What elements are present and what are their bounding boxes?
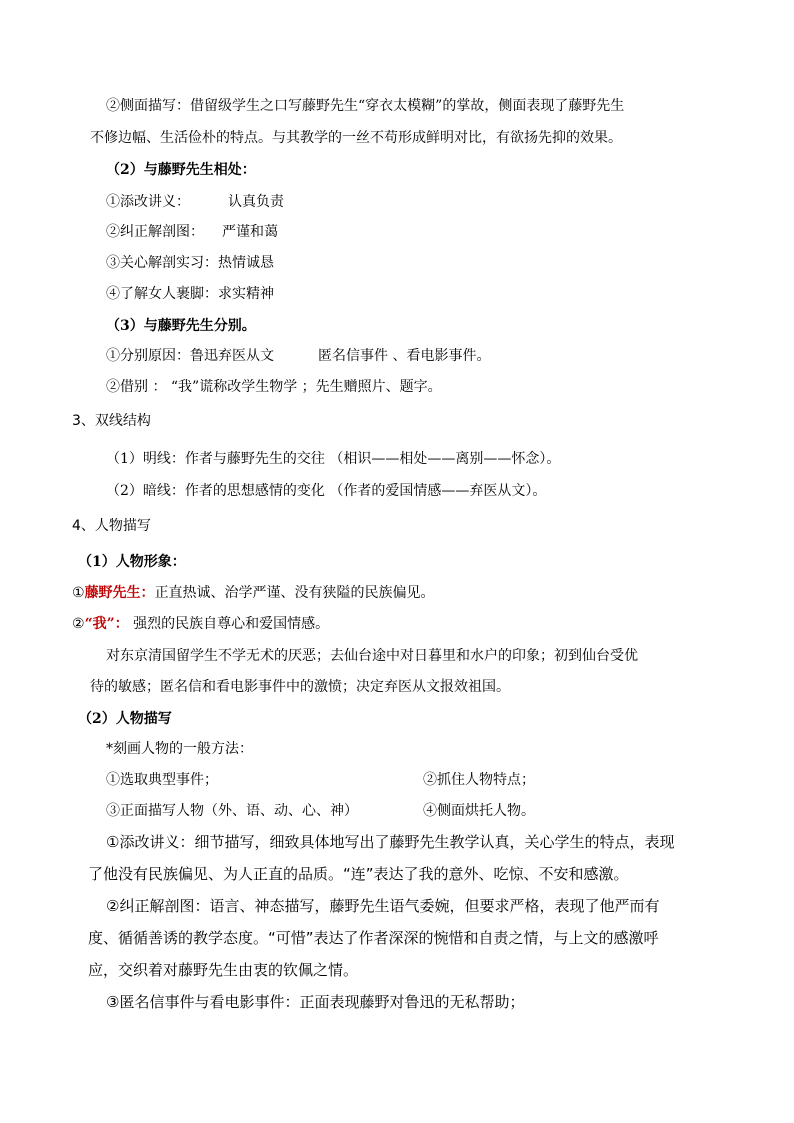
text-line: （1）明线：作者与藤野先生的交往 （相识——相处——离别——怀念）。 <box>106 451 561 467</box>
text-line: ②抓住人物特点； <box>423 772 535 788</box>
paragraph-line: ②纠正解剖图：语言、神态描写，藤野先生语气委婉，但要求严格，表现了他严而有 <box>106 897 660 915</box>
section-heading-3: 3、双线结构 <box>72 413 151 429</box>
text-line: ④了解女人裹脚：求实精神 <box>106 286 274 302</box>
subheading-farewell: （3）与藤野先生分别。 <box>106 318 256 334</box>
text-line: ②“我”： 强烈的民族自尊心和爱国情感。 <box>72 616 330 632</box>
item-value: 匿名信事件 、看电影事件。 <box>318 348 491 364</box>
subheading-character-description: （2）人物描写 <box>78 711 172 727</box>
highlight-fujino: 藤野先生： <box>84 585 155 601</box>
paragraph-line: 应，交织着对藤野先生由衷的钦佩之情。 <box>88 961 359 979</box>
section-heading-4: 4、人物描写 <box>72 518 151 534</box>
text-line <box>106 346 490 366</box>
text-line: ③关心解剖实习：热情诚恳 <box>106 255 274 271</box>
item-value: 认真负责 <box>228 194 284 210</box>
item-label: ①添改讲义： <box>106 194 190 210</box>
item-value: 严谨和蔼 <box>222 224 278 240</box>
text-line: ①藤野先生：正直热诚、治学严谨、没有狭隘的民族偏见。 <box>72 585 435 601</box>
text-line: 不修边幅、生活俭朴的特点。与其教学的一丝不苟形成鲜明对比，有欲扬先抑的效果。 <box>90 130 622 146</box>
paragraph-line: 了他没有民族偏见、为人正直的品质。“连”表达了我的意外、吃惊、不安和感激。 <box>88 865 629 883</box>
paragraph-line: ①添改讲义：细节描写，细致具体地写出了藤野先生教学认真，关心学生的特点，表现 <box>106 833 675 851</box>
text-line: ③正面描写人物（外、语、动、心、神） <box>106 803 358 819</box>
highlight-me: “我”： <box>84 616 129 632</box>
text-line: ②侧面描写：借留级学生之口写藤野先生“穿衣太模糊”的掌故，侧面表现了藤野先生 <box>106 98 625 114</box>
paragraph-line: 度、循循善诱的教学态度。“可惜”表达了作者深深的惋惜和自责之情，与上文的感激呼 <box>88 929 659 947</box>
text-line: *刻画人物的一般方法： <box>106 741 253 757</box>
text-line: ②借别 ： “我”谎称改学生物学 ；先生赠照片、题字。 <box>106 379 442 395</box>
subheading-character-image: （1）人物形象： <box>78 554 186 570</box>
text-line: （2）暗线：作者的思想感情的变化 （作者的爱国情感——弃医从文）。 <box>106 483 547 499</box>
item-label: ②纠正解剖图： <box>106 224 204 240</box>
subheading-getting-along: （2）与藤野先生相处： <box>106 162 256 178</box>
text-line <box>106 192 284 212</box>
text-line: 对东京清国留学生不学无术的厌恶；去仙台途中对日暮里和水户的印象；初到仙台受优 <box>106 648 638 664</box>
text-line <box>106 222 278 242</box>
text-line: 待的敏感；匿名信和看电影事件中的激愤；决定弃医从文报效祖国。 <box>90 679 510 695</box>
paragraph-line: ③匿名信事件与看电影事件：正面表现藤野对鲁迅的无私帮助； <box>106 993 525 1011</box>
text-line: ④侧面烘托人物。 <box>423 803 535 819</box>
text-line: ①选取典型事件； <box>106 772 218 788</box>
item-label: ①分别原因：鲁迅弃医从文 <box>106 348 274 364</box>
